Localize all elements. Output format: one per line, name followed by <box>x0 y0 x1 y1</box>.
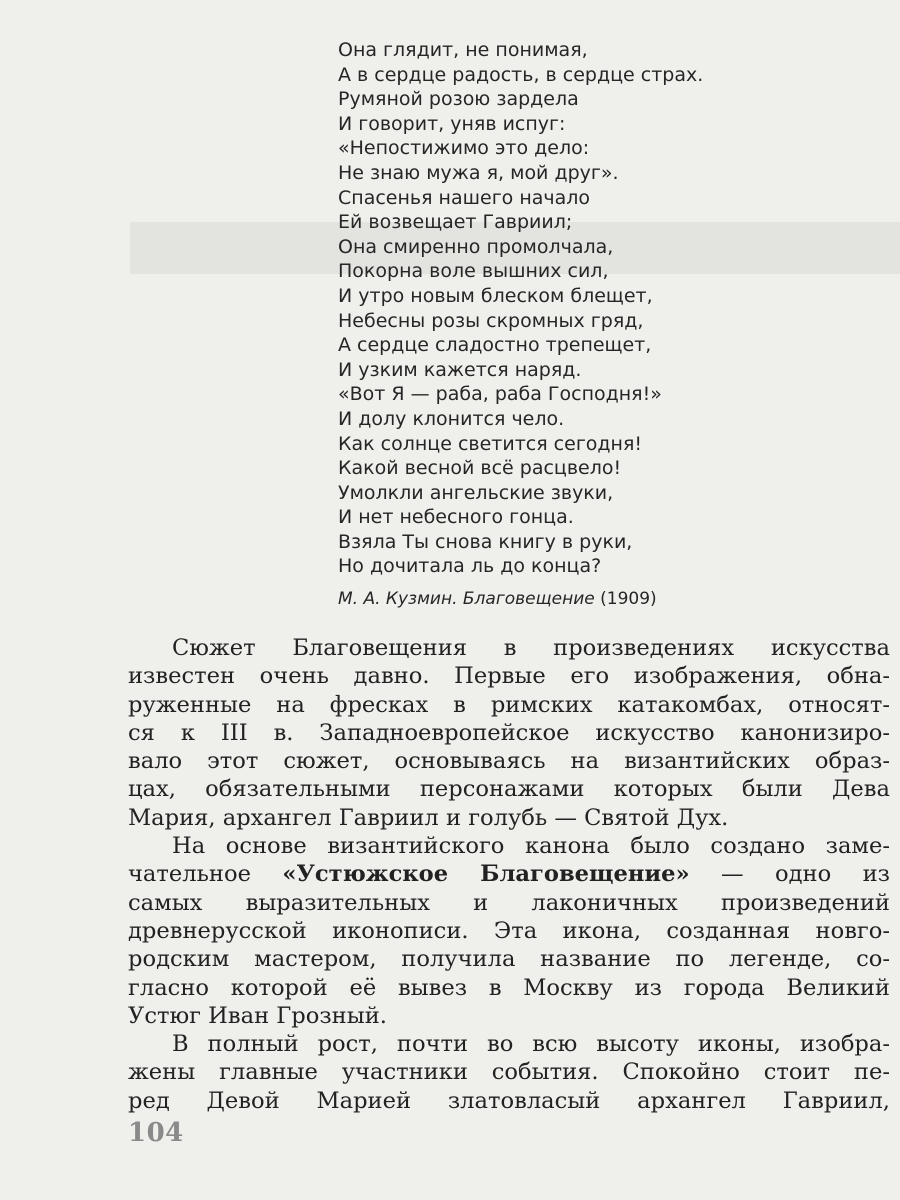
text-line: ся к III в. Западноевропейское искусство канонизиро- <box>128 719 890 746</box>
text-run: — одно из <box>689 861 890 888</box>
poem-line: И долу клонится чело. <box>338 407 565 430</box>
poem-line: Небесны розы скромных гряд, <box>338 309 644 332</box>
text-line: самых выразительных и лаконичных произведений <box>128 889 890 916</box>
poem-line: А сердце сладостно трепещет, <box>338 334 652 357</box>
poem-line: И говорит, уняв испуг: <box>338 112 566 135</box>
poem-block <box>338 38 703 579</box>
text-line: руженные на фресках в римских катакомбах, относят- <box>128 691 890 718</box>
text-line <box>128 860 890 888</box>
poem-line: И нет небесного гонца. <box>338 506 574 529</box>
paragraph-3 <box>128 1030 890 1115</box>
poem-line: И утро новым блеском блещет, <box>338 284 653 307</box>
poem-line: «Непостижимо это дело: <box>338 137 590 160</box>
paragraph-1 <box>128 634 890 832</box>
poem-line: Она глядит, не понимая, <box>338 39 588 61</box>
text-line: известен очень давно. Первые его изображения, обна- <box>128 663 890 690</box>
poem-line: Какой весной всё расцвело! <box>338 457 622 480</box>
text-line: Устюг Иван Грозный. <box>128 1002 387 1029</box>
text-line: вало этот сюжет, основываясь на византийских образ- <box>128 748 890 775</box>
poem-line: Не знаю мужа я, мой друг». <box>338 161 619 184</box>
text-run: чательное <box>128 861 283 888</box>
text-line: цах, обязательными персонажами которых были Дева <box>128 776 890 803</box>
text-line: Сюжет Благовещения в произведениях искусства <box>172 635 890 661</box>
poem-line: Ей возвещает Гавриил; <box>338 211 573 234</box>
attribution-year: (1909) <box>600 589 657 609</box>
text-line: ред Девой Марией златовласый архангел Гавриил, <box>128 1087 890 1114</box>
poem-line: Румяной розою зардела <box>338 88 579 111</box>
poem-attribution <box>338 589 657 609</box>
poem-line: Покорна воле вышних сил, <box>338 260 609 283</box>
text-line: жены главные участники события. Спокойно стоит пе- <box>128 1059 890 1086</box>
poem-line: А в сердце радость, в сердце страх. <box>338 63 704 86</box>
poem-line: И узким кажется наряд. <box>338 358 582 381</box>
icon-title-bold: «Устюжское Благовещение» <box>282 861 690 888</box>
text-line: гласно которой её вывез в Москву из города Великий <box>128 974 890 1001</box>
paragraph-2 <box>128 832 890 1030</box>
page-number: 104 <box>128 1118 184 1148</box>
poem-line: Спасенья нашего начало <box>338 186 591 209</box>
poem-line: Она смиренно промолчала, <box>338 235 614 258</box>
text-line: В полный рост, почти во всю высоту иконы, изобра- <box>172 1031 890 1058</box>
poem-line: Как солнце светится сегодня! <box>338 432 643 455</box>
text-line: Мария, архангел Гавриил и голубь — Святой Дух. <box>128 804 729 831</box>
text-line: родским мастером, получила название по легенде, со- <box>128 946 890 973</box>
body-text <box>128 634 890 1115</box>
text-line: древнерусской иконописи. Эта икона, созданная новго- <box>128 917 890 944</box>
poem-line: «Вот Я — раба, раба Господня!» <box>338 383 662 406</box>
poem-line: Умолкли ангельские звуки, <box>338 481 614 504</box>
attribution-author-title: М. А. Кузмин. Благовещение <box>338 589 595 609</box>
poem-line: Взяла Ты снова книгу в руки, <box>338 530 633 553</box>
poem-line: Но дочитала ль до конца? <box>338 555 602 578</box>
text-line: На основе византийского канона было создано заме- <box>172 833 890 860</box>
